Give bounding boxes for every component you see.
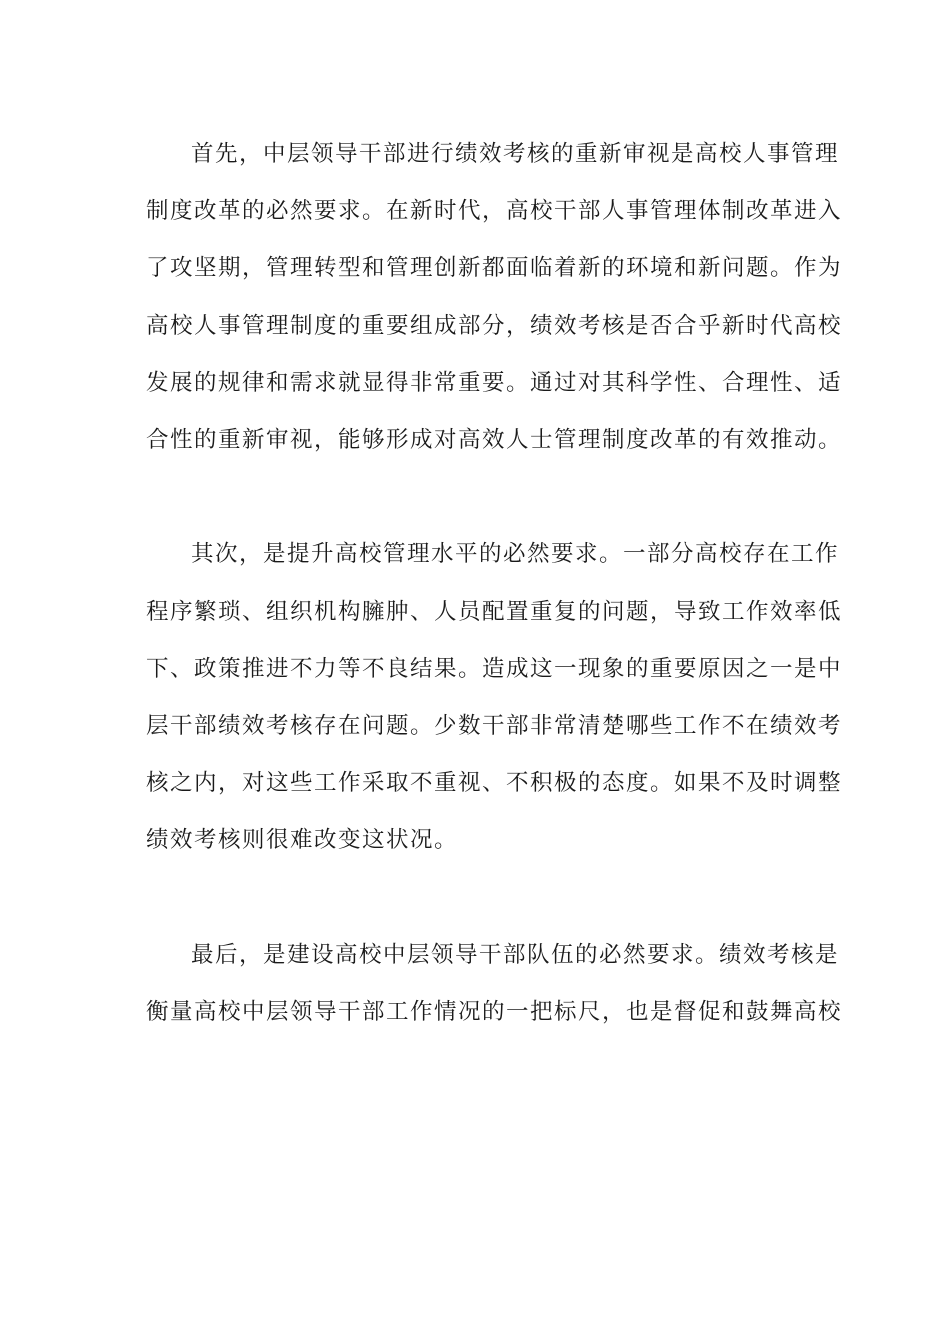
paragraph-spacer [146,469,796,526]
paragraph-line: 下、政策推进不力等不良结果。造成这一现象的重要原因之一是中 [146,655,843,682]
paragraph-line: 绩效考核则很难改变这状况。 [146,827,459,854]
paragraph-line: 高校人事管理制度的重要组成部分，绩效考核是否合乎新时代高校 [146,312,843,339]
paragraph-line: 首先，中层领导干部进行绩效考核的重新审视是高校人事管理 [191,141,840,167]
paragraph-line: 程序繁琐、组织机构臃肿、人员配置重复的问题，导致工作效率低 [146,598,843,625]
paragraph-line: 制度改革的必然要求。在新时代，高校干部人事管理体制改革进入 [146,198,843,225]
paragraph-3 [146,927,843,1041]
paragraph-1 [146,126,843,469]
paragraph-line: 衡量高校中层领导干部工作情况的一把标尺，也是督促和鼓舞高校 [146,998,843,1025]
paragraph-2 [146,526,843,869]
paragraph-line: 合性的重新审视，能够形成对高效人士管理制度改革的有效推动。 [146,426,843,453]
paragraph-spacer [146,869,796,926]
paragraph-line: 核之内，对这些工作采取不重视、不积极的态度。如果不及时调整 [146,770,843,797]
paragraph-line: 发展的规律和需求就显得非常重要。通过对其科学性、合理性、适 [146,369,843,396]
document-body [146,126,843,1041]
paragraph-line: 最后，是建设高校中层领导干部队伍的必然要求。绩效考核是 [191,941,840,968]
paragraph-line: 了攻坚期，管理转型和管理创新都面临着新的环境和新问题。作为 [146,255,843,282]
paragraph-line: 层干部绩效考核存在问题。少数干部非常清楚哪些工作不在绩效考 [146,712,843,739]
paragraph-line: 其次，是提升高校管理水平的必然要求。一部分高校存在工作 [191,541,840,568]
